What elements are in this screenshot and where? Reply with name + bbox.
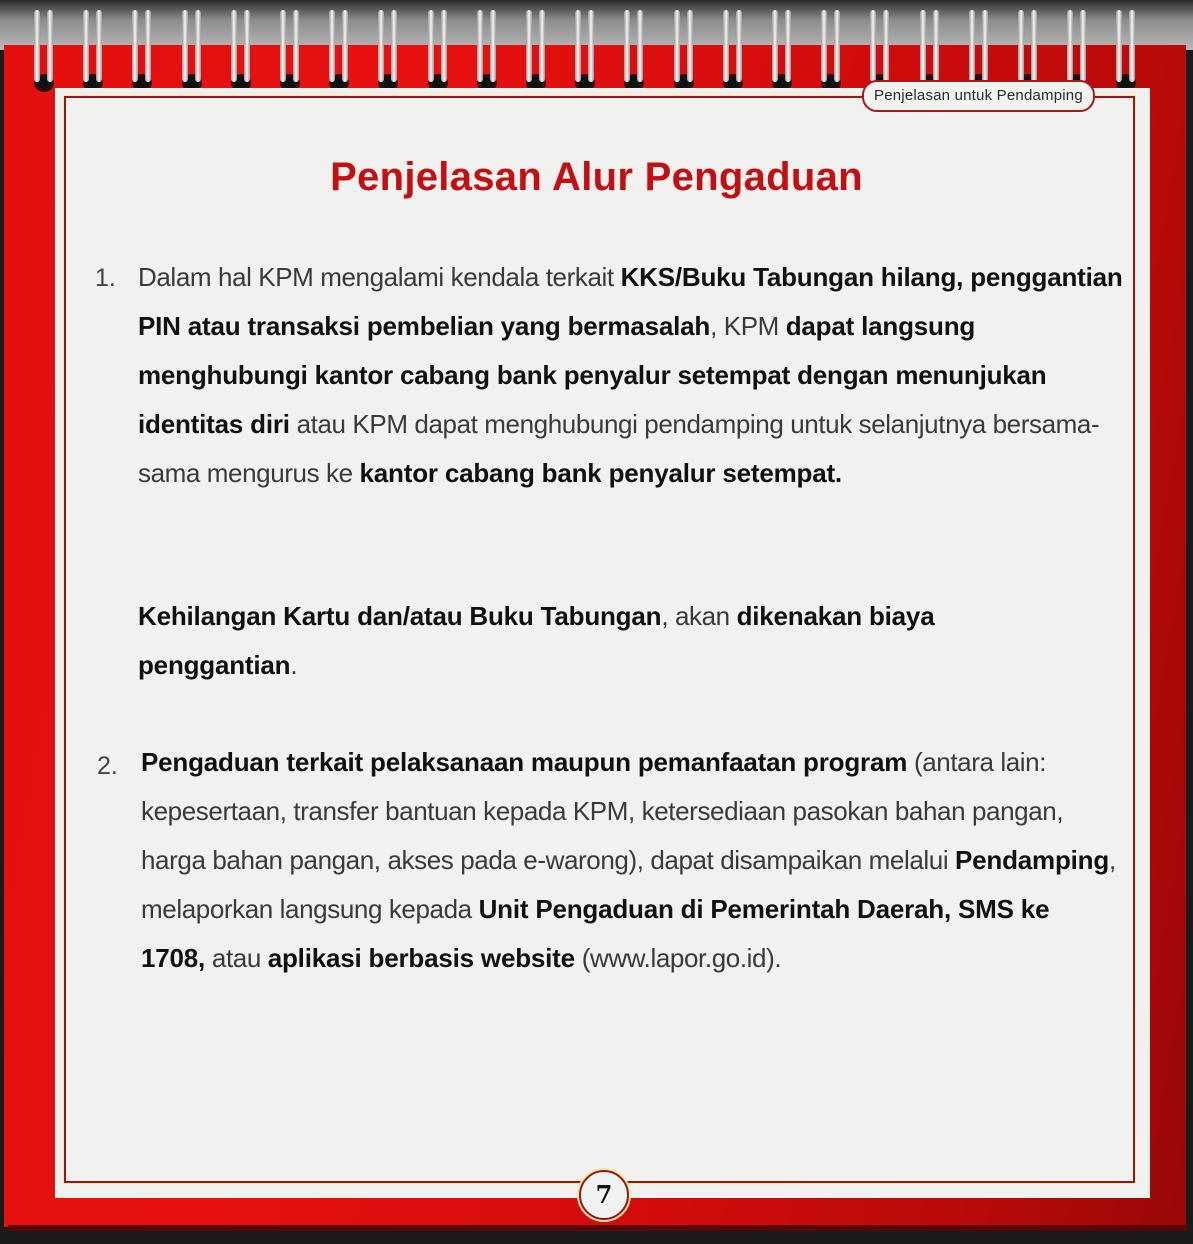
item-1-paragraph-2 — [138, 592, 1088, 690]
section-label-badge: Penjelasan untuk Pendamping — [862, 80, 1095, 112]
spiral-coil — [1016, 10, 1040, 85]
spiral-coil — [278, 10, 302, 85]
spiral-coil — [622, 10, 646, 85]
spiral-coil — [672, 10, 696, 85]
spiral-coil — [376, 10, 400, 85]
bold-text-run: dikenakan biaya penggantian — [138, 601, 935, 680]
text-run: Dalam hal KPM mengalami kendala terkait — [138, 262, 621, 292]
bold-text-run: KKS/Buku Tabungan hilang, penggantian PIN atau transaksi pembelian yang bermasalah — [138, 262, 1123, 341]
cover-edge-shadow — [8, 1225, 1188, 1231]
bold-text-run: aplikasi berbasis website — [267, 943, 575, 973]
list-number-2: 2. — [97, 752, 118, 780]
spiral-coil — [229, 10, 253, 85]
bold-text-run: Unit Pengaduan di Pemerintah Daerah, SMS ke 1708, — [141, 894, 1050, 973]
spiral-coil — [524, 10, 548, 85]
spiral-coil — [180, 10, 204, 85]
spiral-coil — [967, 10, 991, 85]
spiral-coil — [868, 10, 892, 85]
bold-text-run: kantor cabang bank penyalur setempat. — [359, 458, 842, 488]
spiral-coil — [32, 10, 56, 85]
spiral-coil — [81, 10, 105, 85]
list-number-1: 1. — [95, 264, 116, 292]
bold-text-run: Pendamping — [955, 845, 1110, 875]
text-run: atau — [205, 943, 268, 973]
bold-text-run: Pengaduan terkait pelaksanaan maupun pemanfaatan program — [141, 747, 908, 777]
spiral-coil — [573, 10, 597, 85]
text-run: . — [290, 650, 298, 680]
spiral-coil — [918, 10, 942, 85]
text-run: , akan — [661, 601, 737, 631]
spiral-coil — [1114, 10, 1138, 85]
text-run: (www.lapor.go.id). — [574, 943, 782, 973]
text-run: atau KPM dapat menghubungi pendamping untuk selanjutnya bersama-sama mengurus ke — [138, 409, 1100, 488]
text-run: , KPM — [710, 311, 786, 341]
spiral-coil — [770, 10, 794, 85]
text-run: , melaporkan langsung kepada — [141, 845, 1116, 924]
spiral-coil — [130, 10, 154, 85]
spiral-coil — [475, 10, 499, 85]
spiral-coil — [721, 10, 745, 85]
spiral-coil — [426, 10, 450, 85]
text-run: (antara lain: kepesertaan, transfer bantuan kepada KPM, ketersediaan pasokan bahan pangan, harga bahan pangan, akses pada e-warong), dapat disampaikan melalui — [141, 747, 1064, 875]
page-title: Penjelasan Alur Pengaduan — [330, 155, 863, 199]
bold-text-run: Kehilangan Kartu dan/atau Buku Tabungan — [138, 601, 662, 631]
spiral-coil — [1065, 10, 1089, 85]
page-number: 7 — [579, 1170, 629, 1220]
item-2-paragraph-1 — [141, 738, 1116, 983]
bold-text-run: dapat langsung menghubungi kantor cabang bank penyalur setempat dengan menunjukan identitas diri — [138, 311, 1047, 439]
item-1-paragraph-1 — [138, 253, 1123, 498]
spiral-coil — [819, 10, 843, 85]
spiral-coil — [327, 10, 351, 85]
